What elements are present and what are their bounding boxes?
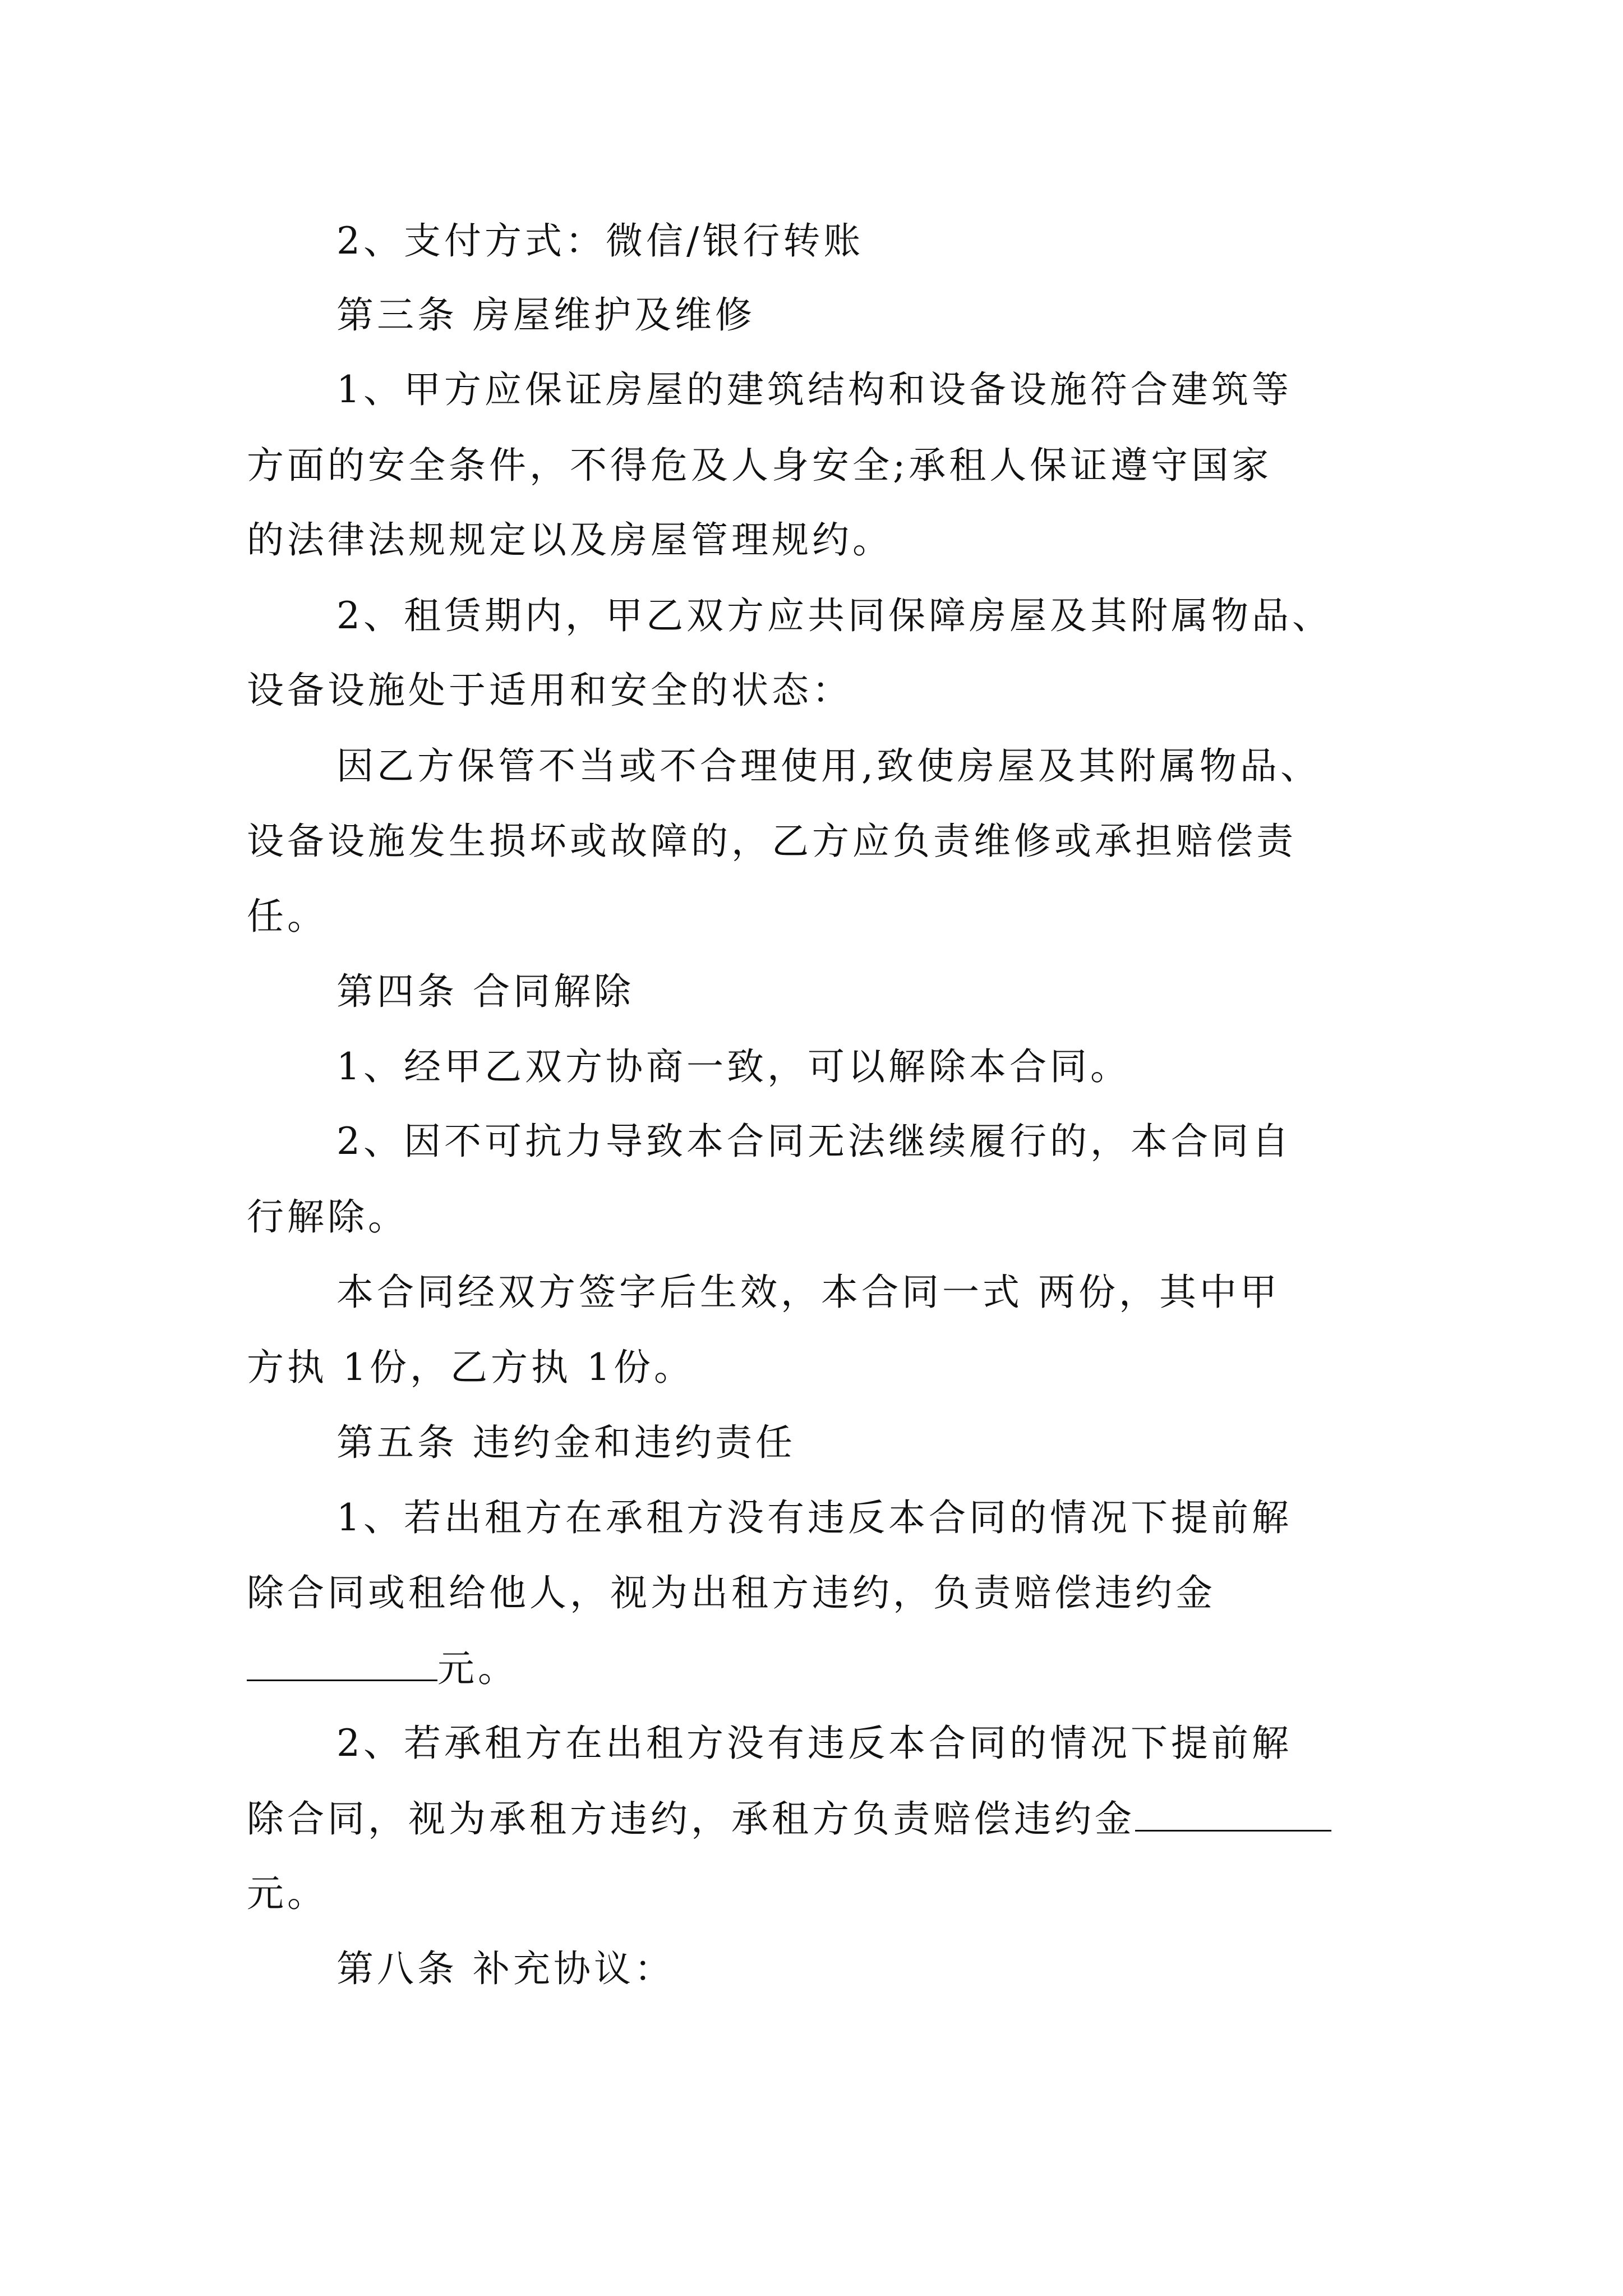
article-4-clause-2-line-1: 2、因不可抗力导致本合同无法继续履行的，本合同自 bbox=[336, 1120, 1292, 1163]
article-5-clause-2-line-2 bbox=[247, 1796, 1331, 1842]
article-5-clause-2-line-1: 2、若承租方在出租方没有违反本合同的情况下提前解 bbox=[336, 1722, 1292, 1765]
penalty-amount-blank-2 bbox=[1135, 1796, 1331, 1832]
effective-clause-line-2: 方执 1份，乙方执 1份。 bbox=[247, 1346, 694, 1389]
article-3-clause-1-line-2: 方面的安全条件，不得危及人身安全;承租人保证遵守国家 bbox=[247, 444, 1272, 487]
article-3-clause-1-line-3: 的法律法规规定以及房屋管理规约。 bbox=[247, 518, 893, 562]
penalty-amount-blank-1 bbox=[247, 1646, 437, 1681]
effective-clause-line-1: 本合同经双方签字后生效，本合同一式 两份，其中甲 bbox=[336, 1271, 1280, 1314]
article-5-clause-1-line-3 bbox=[247, 1646, 518, 1691]
article-5-clause-1-line-1: 1、若出租方在承租方没有违反本合同的情况下提前解 bbox=[336, 1496, 1292, 1539]
article-3-damage-line-1: 因乙方保管不当或不合理使用,致使房屋及其附属物品、 bbox=[336, 744, 1321, 788]
article-3-heading: 第三条 房屋维护及维修 bbox=[336, 293, 755, 337]
article-5-clause-1-line-2: 除合同或租给他人，视为出租方违约，负责赔偿违约金 bbox=[247, 1571, 1216, 1614]
article-3-clause-2-line-1: 2、租赁期内，甲乙双方应共同保障房屋及其附属物品、 bbox=[336, 594, 1332, 637]
article-3-clause-2-line-2: 设备设施处于适用和安全的状态： bbox=[247, 669, 852, 712]
currency-unit: 元。 bbox=[437, 1647, 518, 1690]
article-4-clause-2-line-2: 行解除。 bbox=[247, 1195, 408, 1239]
article-3-clause-1-line-1: 1、甲方应保证房屋的建筑结构和设备设施符合建筑等 bbox=[336, 368, 1292, 411]
article-4-heading: 第四条 合同解除 bbox=[336, 970, 634, 1013]
article-3-damage-line-3: 任。 bbox=[247, 895, 328, 938]
article-5-clause-2-text: 除合同，视为承租方违约，承租方负责赔偿违约金 bbox=[247, 1797, 1135, 1841]
article-4-clause-1: 1、经甲乙双方协商一致，可以解除本合同。 bbox=[336, 1045, 1131, 1088]
article-3-damage-line-2: 设备设施发生损坏或故障的，乙方应负责维修或承担赔偿责 bbox=[247, 820, 1297, 863]
article-8-heading: 第八条 补充协议： bbox=[336, 1947, 675, 1990]
article-5-heading: 第五条 违约金和违约责任 bbox=[336, 1421, 796, 1464]
payment-method-line: 2、支付方式：微信/银行转账 bbox=[336, 219, 864, 263]
article-5-clause-2-line-3: 元。 bbox=[247, 1872, 328, 1915]
